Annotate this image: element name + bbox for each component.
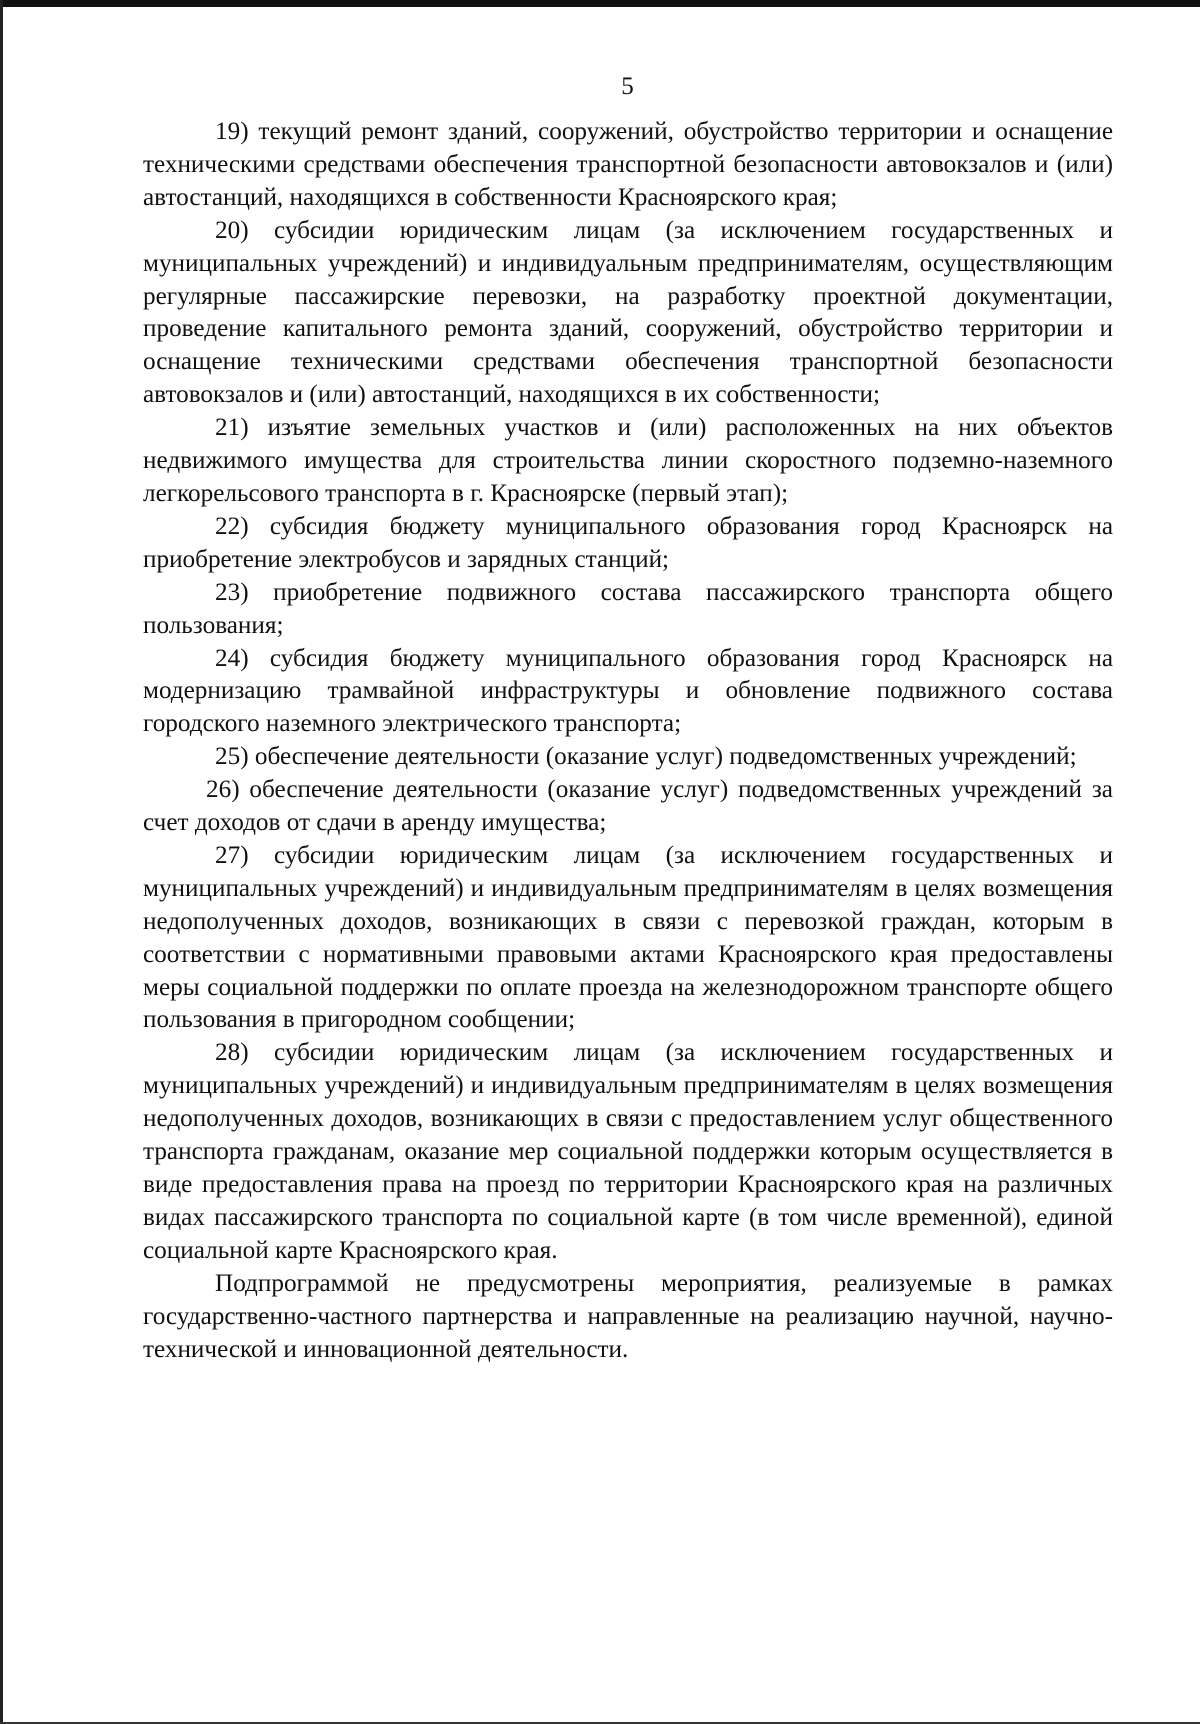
scan-edge-left: [0, 0, 3, 1724]
page-number: 5: [621, 73, 634, 100]
list-item-25: 25) обеспечение деятельности (оказание услуг) подведомственных учреждений;: [215, 743, 1077, 771]
closing-paragraph: Подпрограммой не предусмотрены мероприятия, реализуемые в рамках государственно-частного партнерства и направленные на реализацию научной, научно-технической и инновационной деятельности.: [143, 1269, 1113, 1363]
document-body: [143, 116, 1113, 1366]
list-item-28: 28) субсидии юридическим лицам (за исключением государственных и муниципальных учреждений) и индивидуальным предпринимателям в целях возмещения недополученных доходов, возникающих в связи с предоставлением услуг общественного транспорта гражданам, оказание мер социальной поддержки которым осуществляется в виде предоставления права на проезд по территории Красноярского края на различных видах пассажирского транспорта по социальной карте (в том числе временной), единой социальной карте Красноярского края.: [143, 1039, 1113, 1264]
list-item-23: 23) приобретение подвижного состава пассажирского транспорта общего пользования;: [143, 578, 1113, 639]
list-item-24: 24) субсидия бюджету муниципального образования город Красноярск на модернизацию трамвайной инфраструктуры и обновление подвижного состава городского наземного электрического транспорта;: [143, 644, 1113, 738]
list-item-27: 27) субсидии юридическим лицам (за исключением государственных и муниципальных учреждений) и индивидуальным предпринимателям в целях возмещения недополученных доходов, возникающих в связи с перевозкой граждан, которым в соответствии с нормативными правовыми актами Красноярского края предоставлены меры социальной поддержки по оплате проезда на железнодорожном транспорте общего пользования в пригородном сообщении;: [143, 841, 1113, 1034]
list-item-22: 22) субсидия бюджету муниципального образования город Красноярск на приобретение электробусов и зарядных станций;: [143, 512, 1113, 573]
list-item-21: 21) изъятие земельных участков и (или) расположенных на них объектов недвижимого имущества для строительства линии скоростного подземно-наземного легкорельсового транспорта в г. Красноярске (первый этап);: [143, 414, 1113, 507]
list-item-20: 20) субсидии юридическим лицам (за исключением государственных и муниципальных учреждений) и индивидуальным предпринимателям, осуществляющим регулярные пассажирские перевозки, на разработку проектной документации, проведение капитального ремонта зданий, сооружений, обустройство территории и оснащение техническими средствами обеспечения транспортной безопасности автовокзалов и (или) автостанций, находящихся в их собственности;: [143, 216, 1113, 409]
list-item-19: 19) текущий ремонт зданий, сооружений, обустройство территории и оснащение техническими средствами обеспечения транспортной безопасности автовокзалов и (или) автостанций, находящихся в собственности Красноярского края;: [143, 118, 1113, 211]
list-item-26: 26) обеспечение деятельности (оказание услуг) подведомственных учреждений за счет доходов от сдачи в аренду имущества;: [143, 776, 1113, 837]
scan-edge-top: [0, 0, 1200, 7]
